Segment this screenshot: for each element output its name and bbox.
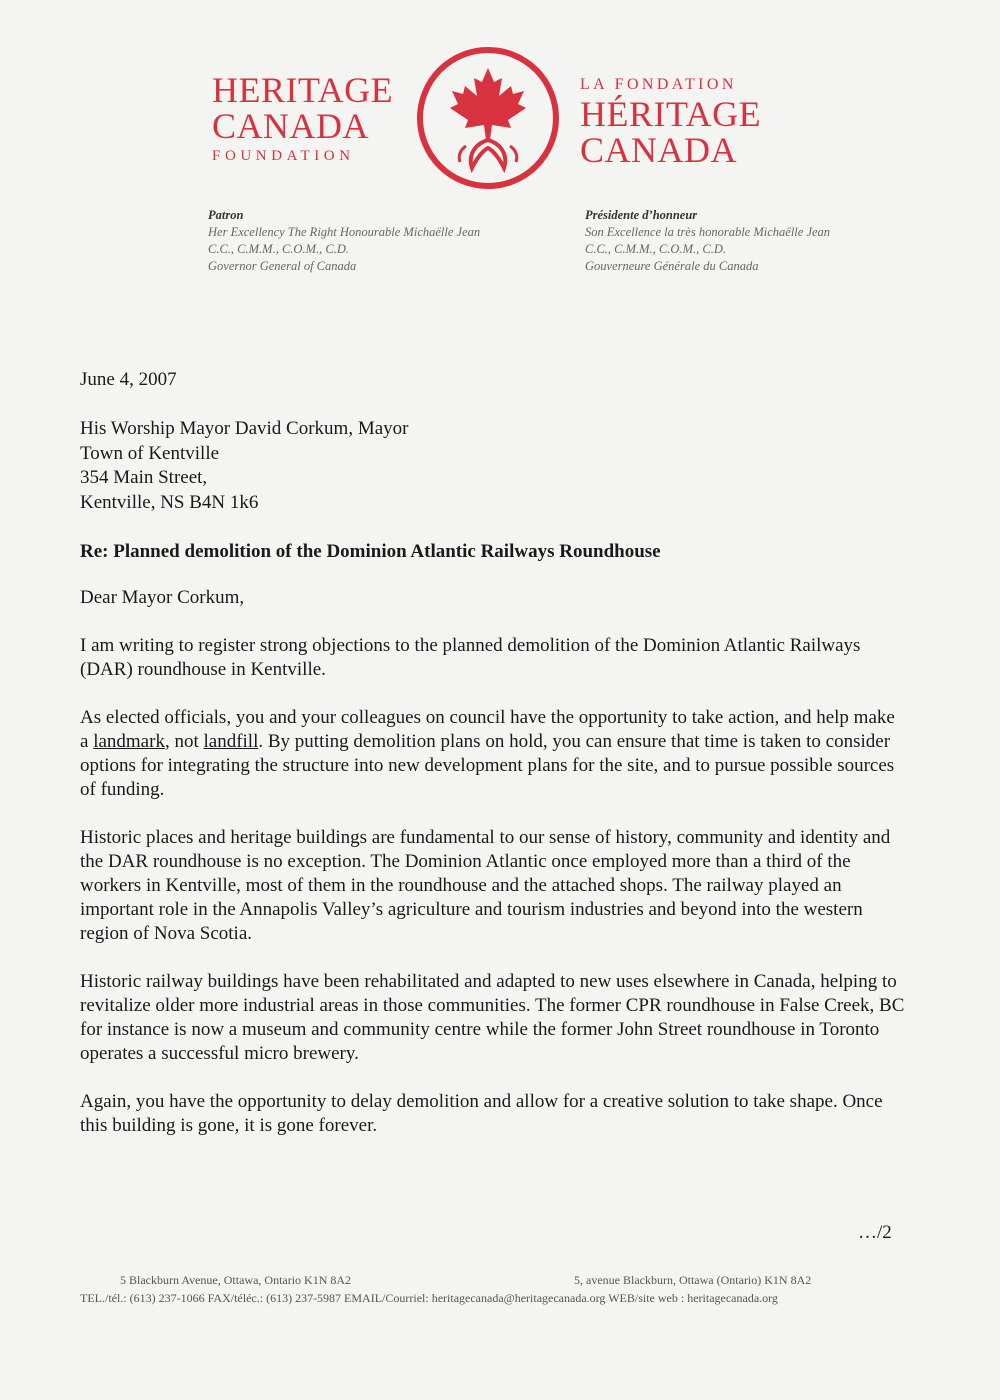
patron-en-line1: Her Excellency The Right Honourable Michaëlle Jean — [208, 225, 481, 239]
org-name-fr-line2: HÉRITAGE — [580, 94, 762, 134]
paragraph-2-text: As elected officials, you and your colleagues on council have the opportunity to take action, and help make a — [80, 707, 895, 752]
footer-contact: TEL./tél.: (613) 237-1066 FAX/téléc.: (613) 237-5987 EMAIL/Courriel: heritagecanada@heritagecanada.org WEB/site web : heritagecanada.org — [80, 1291, 778, 1305]
org-name-en-line2: CANADA — [212, 106, 370, 146]
maple-leaf-icon — [414, 44, 562, 192]
org-name-fr-line1: LA FONDATION — [580, 76, 737, 93]
patron-english — [208, 207, 480, 275]
paragraph-2 — [80, 706, 905, 802]
page-continuation: …/2 — [858, 1222, 892, 1243]
letter-body — [80, 368, 905, 1162]
paragraph-1: I am writing to register strong objections to the planned demolition of the Dominion Atlantic Railways (DAR) roundhouse in Kentville. — [80, 635, 861, 680]
underlined-landfill: landfill — [203, 731, 259, 752]
address-line: Town of Kentville — [80, 442, 220, 464]
paragraph-2-text: , not — [164, 731, 204, 752]
patron-en-title: Patron — [208, 208, 244, 222]
underlined-landmark: landmark — [93, 731, 165, 752]
paragraph-5: Again, you have the opportunity to delay demolition and allow for a creative solution to take shape. Once this building is gone, it is gone forever. — [80, 1091, 883, 1136]
address-line: Kentville, NS B4N 1k6 — [80, 491, 259, 513]
patron-fr-line1: Son Excellence la très honorable Michaëlle Jean — [585, 225, 831, 239]
patron-fr-title: Présidente d’honneur — [585, 208, 698, 222]
footer-address-english: 5 Blackburn Avenue, Ottawa, Ontario K1N 8A2 — [120, 1273, 352, 1287]
subject-line: Re: Planned demolition of the Dominion Atlantic Railways Roundhouse — [80, 541, 661, 562]
patron-en-line3: Governor General of Canada — [208, 259, 357, 273]
paragraph-2-text: . By putting demolition plans on hold, you can ensure that time is taken to consider options for integrating the structure into new development plans for the site, and to pursue possible sources of funding. — [80, 731, 895, 800]
greeting: Dear Mayor Corkum, — [80, 587, 245, 608]
patron-en-line2: C.C., C.M.M., C.O.M., C.D. — [208, 242, 349, 256]
org-name-en-line3: FOUNDATION — [212, 148, 355, 164]
patron-french — [585, 207, 830, 275]
patron-fr-line2: C.C., C.M.M., C.O.M., C.D. — [585, 242, 726, 256]
org-name-fr-line3: CANADA — [580, 130, 738, 170]
org-name-en-line1: HERITAGE — [212, 70, 394, 110]
paragraph-4: Historic railway buildings have been rehabilitated and adapted to new uses elsewhere in Canada, helping to revitalize older more industrial areas in those communities. The former CPR roundhouse in False Creek, BC for instance is now a museum and community centre while the former John Street roundhouse in Toronto operates a successful micro brewery. — [80, 971, 905, 1064]
address-line: His Worship Mayor David Corkum, Mayor — [80, 418, 409, 439]
org-name-english — [212, 72, 412, 165]
patron-fr-line3: Gouverneure Générale du Canada — [585, 259, 759, 273]
org-name-french — [580, 76, 800, 168]
footer-address-french: 5, avenue Blackburn, Ottawa (Ontario) K1N 8A2 — [574, 1273, 812, 1287]
letter-date: June 4, 2007 — [80, 369, 177, 390]
address-line: 354 Main Street, — [80, 467, 208, 488]
paragraph-3: Historic places and heritage buildings are fundamental to our sense of history, community and identity and the DAR roundhouse is no exception. The Dominion Atlantic once employed more than a third of the workers in Kentville, most of them in the roundhouse and the attached shops. The railway played an important role in the Annapolis Valley’s agriculture and tourism industries and beyond into the western region of Nova Scotia. — [80, 827, 891, 944]
recipient-address — [80, 417, 905, 515]
